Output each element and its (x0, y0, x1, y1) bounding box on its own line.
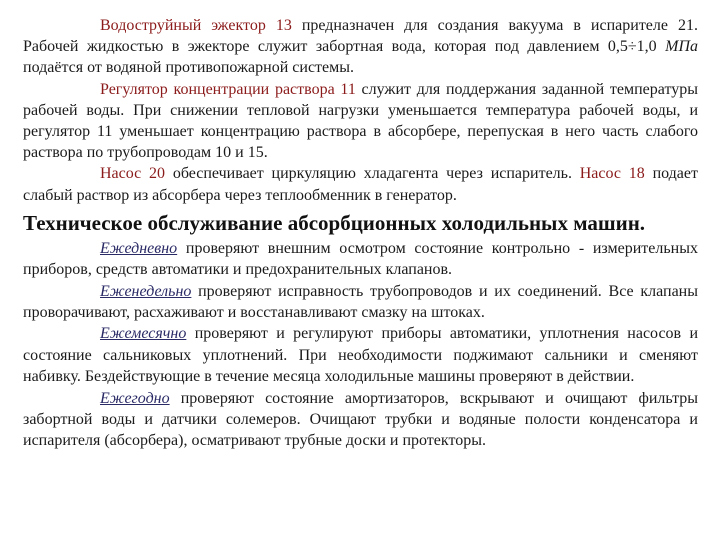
paragraph-daily (23, 238, 698, 281)
paragraph-ejector (23, 15, 698, 79)
pressure-unit: МПа (665, 38, 698, 56)
yearly-text: проверяют состояние амортизаторов, вскрывают и очищают фильтры забортной воды и датчики солемеров. Очищают трубки и водяные полости конденсатора и испарителя (абсорбера), осматривают трубные доски и протекторы. (23, 389, 698, 450)
paragraph-weekly (23, 281, 698, 324)
weekly-text: проверяют исправность трубопроводов и их соединений. Все клапаны проворачивают, расхаживают и восстанавливают смазку на штоках. (23, 282, 698, 322)
ejector-text-end: подаётся от водяной противопожарной системы. (23, 59, 355, 77)
ejector-text: предназначен для создания вакуума в испарителе 21. Рабочей жидкостью в эжекторе служит забортная вода, которая под давлением 0,5÷1,0 (23, 17, 698, 56)
paragraph-monthly (23, 323, 698, 387)
yearly-term: Ежегодно (100, 389, 170, 407)
pump-18-term: Насос 18 (579, 165, 645, 183)
ejector-term: Водоструйный эжектор 13 (100, 17, 292, 34)
pump-20-text: обеспечивает циркуляцию хладагента через испаритель. (165, 165, 580, 183)
regulator-text: служит для поддержания заданной температуры рабочей воды. При снижении тепловой нагрузки уменьшается температура рабочей воды, и регулятор 11 уменьшает концентрацию раствора в абсорбере, перепуская в него часть слабого раствора по трубопроводам 10 и 15. (23, 80, 698, 162)
paragraph-pumps (23, 163, 698, 205)
maintenance-section (23, 238, 698, 452)
pump-18-text: подает слабый раствор из абсорбера через теплообменник в генератор. (23, 165, 698, 204)
daily-text: проверяют внешним осмотром состояние контрольно - измерительных приборов, средств автоматики и предохранительных клапанов. (23, 239, 698, 279)
daily-term: Ежедневно (100, 239, 178, 257)
paragraph-yearly (23, 388, 698, 452)
monthly-term: Ежемесячно (100, 325, 187, 343)
regulator-term: Регулятор концентрации раствора 11 (100, 80, 356, 98)
monthly-text: проверяют и регулируют приборы автоматики, уплотнения насосов и состояние сальниковых уплотнений. При необходимости поджимают сальники и сменяют набивку. Бездействующие в течение месяца холодильные машины проверяют в действии. (23, 325, 698, 386)
paragraph-regulator (23, 79, 698, 164)
weekly-term: Еженедельно (100, 282, 192, 300)
pump-20-term: Насос 20 (100, 165, 166, 183)
section-heading: Техническое обслуживание абсорбционных холодильных машин. (23, 210, 646, 235)
